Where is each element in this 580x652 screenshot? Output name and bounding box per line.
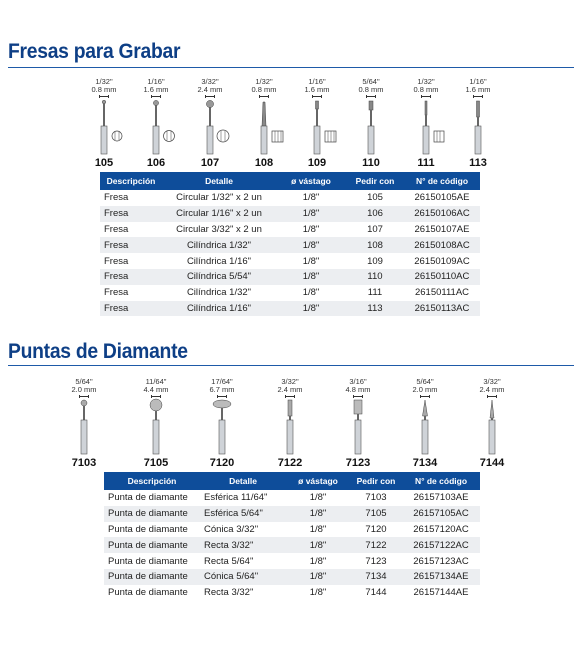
- table-cell: Fresa: [100, 301, 162, 317]
- table-cell: 26150110AC: [404, 269, 480, 285]
- column-header: Detalle: [162, 172, 276, 190]
- table-cell: Fresa: [100, 190, 162, 206]
- tool-size-mm: 0.8 mm: [91, 85, 117, 94]
- table-cell: 113: [346, 301, 404, 317]
- table-cell: 1/8": [286, 585, 350, 601]
- table-header-row: [104, 472, 480, 490]
- table-row: [100, 190, 480, 206]
- tool-size-inch: 1/32": [417, 77, 435, 86]
- tool-size-inch: 1/16": [469, 77, 487, 86]
- table-cell: 7122: [350, 537, 402, 553]
- tool-illustration-icon: [262, 398, 318, 456]
- tool-size-mm: 0.8 mm: [251, 85, 277, 94]
- tool-code: 7123: [345, 457, 371, 469]
- dimension-bracket-icon: [151, 395, 161, 398]
- table-cell: 26150111AC: [404, 285, 480, 301]
- tool-illustration-icon: [289, 98, 345, 156]
- tool-illustration-icon: [182, 98, 238, 156]
- table-cell: 26150108AC: [404, 237, 480, 253]
- table-cell: 26150106AC: [404, 206, 480, 222]
- tool-size-inch: 5/64": [362, 77, 380, 86]
- tool-size-inch: 3/32": [281, 377, 299, 386]
- table-cell: 26157134AE: [402, 569, 480, 585]
- table-header-row: [100, 172, 480, 190]
- dimension-bracket-icon: [420, 395, 430, 398]
- tool-size-mm: 0.8 mm: [413, 85, 439, 94]
- table-cell: Circular 1/16" x 2 un: [162, 206, 276, 222]
- column-header: ø vástago: [276, 172, 346, 190]
- table-cell: 109: [346, 253, 404, 269]
- table-row: [100, 237, 480, 253]
- table-cell: Circular 1/32" x 2 un: [162, 190, 276, 206]
- tool-size-inch: 17/64": [211, 377, 233, 386]
- tool-size-inch: 1/32": [95, 77, 113, 86]
- column-header: N° de código: [404, 172, 480, 190]
- column-header: ø vástago: [286, 472, 350, 490]
- tool-illustration-icon: [194, 398, 250, 456]
- table-row: [100, 285, 480, 301]
- table-cell: 26157120AC: [402, 522, 480, 538]
- table-row: [104, 585, 480, 601]
- puntas-spec-table: [104, 472, 480, 601]
- tool-code: 111: [417, 157, 435, 169]
- table-cell: Cilíndrica 1/16": [162, 253, 276, 269]
- table-cell: Punta de diamante: [104, 522, 200, 538]
- tool-size-mm: 1.6 mm: [143, 85, 169, 94]
- table-row: [100, 222, 480, 238]
- table-cell: 26150113AC: [404, 301, 480, 317]
- dimension-bracket-icon: [151, 95, 161, 98]
- table-cell: Fresa: [100, 269, 162, 285]
- tool-size-inch: 1/16": [147, 77, 165, 86]
- table-cell: Circular 3/32" x 2 un: [162, 222, 276, 238]
- tool-size-inch: 5/64": [416, 377, 434, 386]
- table-cell: 7103: [350, 490, 402, 506]
- tool-size-mm: 2.4 mm: [277, 385, 303, 394]
- tool-item: [182, 78, 238, 169]
- tool-code: 108: [254, 157, 274, 169]
- dimension-bracket-icon: [473, 95, 483, 98]
- tool-illustration-icon: [76, 98, 132, 156]
- tool-illustration-icon: [128, 98, 184, 156]
- tool-size-inch: 11/64": [145, 377, 167, 386]
- tool-item: [398, 78, 454, 169]
- tool-item: [76, 78, 132, 169]
- tool-code: 7122: [277, 457, 303, 469]
- table-cell: 26150107AE: [404, 222, 480, 238]
- fresas-spec-table: [100, 172, 480, 316]
- tool-size-mm: 2.4 mm: [479, 385, 505, 394]
- table-cell: 26157123AC: [402, 553, 480, 569]
- tool-illustration-icon: [236, 98, 292, 156]
- tool-size-mm: 0.8 mm: [358, 85, 384, 94]
- tool-illustration-icon: [56, 398, 112, 456]
- dimension-bracket-icon: [217, 395, 227, 398]
- tool-size-mm: 2.0 mm: [412, 385, 438, 394]
- table-cell: Cilíndrica 1/32": [162, 237, 276, 253]
- table-cell: Fresa: [100, 285, 162, 301]
- table-cell: Fresa: [100, 206, 162, 222]
- tool-code: 106: [146, 157, 166, 169]
- tool-illustration-icon: [128, 398, 184, 456]
- tool-item: [128, 378, 184, 469]
- table-cell: Punta de diamante: [104, 490, 200, 506]
- table-cell: Cónica 3/32": [200, 522, 286, 538]
- table-cell: 111: [346, 285, 404, 301]
- tool-code: 113: [469, 157, 487, 169]
- tool-code: 7134: [412, 457, 438, 469]
- table-row: [100, 253, 480, 269]
- table-cell: 1/8": [276, 285, 346, 301]
- table-cell: 7144: [350, 585, 402, 601]
- table-cell: 1/8": [286, 522, 350, 538]
- table-cell: 26150109AC: [404, 253, 480, 269]
- column-header: Detalle: [200, 472, 286, 490]
- table-cell: 1/8": [276, 269, 346, 285]
- table-cell: Recta 3/32": [200, 585, 286, 601]
- table-row: [100, 269, 480, 285]
- table-cell: Cilíndrica 5/54": [162, 269, 276, 285]
- tool-illustration-icon: [397, 398, 453, 456]
- table-cell: Fresa: [100, 222, 162, 238]
- column-header: Descripción: [104, 472, 200, 490]
- table-cell: 1/8": [276, 301, 346, 317]
- dimension-bracket-icon: [79, 395, 89, 398]
- tool-code: 7120: [209, 457, 235, 469]
- section-title-fresas: Fresas para Grabar: [8, 40, 181, 63]
- table-cell: 7105: [350, 506, 402, 522]
- column-header: Pedir con: [350, 472, 402, 490]
- table-cell: Recta 5/64": [200, 553, 286, 569]
- table-cell: 107: [346, 222, 404, 238]
- table-cell: 110: [346, 269, 404, 285]
- tool-item: [128, 78, 184, 169]
- table-cell: 108: [346, 237, 404, 253]
- tool-illustration-icon: [343, 98, 399, 156]
- tool-item: [343, 78, 399, 169]
- table-cell: 26157122AC: [402, 537, 480, 553]
- tool-item: [236, 78, 292, 169]
- tool-size-mm: 2.4 mm: [197, 85, 223, 94]
- table-cell: Punta de diamante: [104, 569, 200, 585]
- table-cell: 1/8": [286, 506, 350, 522]
- table-cell: 1/8": [276, 253, 346, 269]
- tool-item: [56, 378, 112, 469]
- table-cell: Punta de diamante: [104, 585, 200, 601]
- tool-size-inch: 3/32": [201, 77, 219, 86]
- table-cell: 1/8": [276, 237, 346, 253]
- tool-item: [450, 78, 506, 169]
- dimension-bracket-icon: [259, 95, 269, 98]
- dimension-bracket-icon: [353, 395, 363, 398]
- tool-size-mm: 1.6 mm: [465, 85, 491, 94]
- table-cell: 1/8": [286, 490, 350, 506]
- table-cell: Esférica 5/64": [200, 506, 286, 522]
- table-row: [100, 206, 480, 222]
- dimension-bracket-icon: [285, 395, 295, 398]
- table-cell: 7123: [350, 553, 402, 569]
- tool-illustration-icon: [450, 98, 506, 156]
- table-cell: 105: [346, 190, 404, 206]
- table-row: [100, 301, 480, 317]
- table-cell: Cilíndrica 1/16": [162, 301, 276, 317]
- dimension-bracket-icon: [366, 95, 376, 98]
- tool-size-inch: 1/16": [308, 77, 326, 86]
- table-cell: 7120: [350, 522, 402, 538]
- tool-illustration-icon: [464, 398, 520, 456]
- table-cell: 26157144AE: [402, 585, 480, 601]
- tool-size-mm: 2.0 mm: [71, 385, 97, 394]
- tool-item: [464, 378, 520, 469]
- table-cell: 7134: [350, 569, 402, 585]
- tool-illustration-icon: [330, 398, 386, 456]
- tool-item: [289, 78, 345, 169]
- tool-code: 107: [200, 157, 220, 169]
- dimension-bracket-icon: [487, 395, 497, 398]
- table-cell: Cónica 5/64": [200, 569, 286, 585]
- section-divider: [8, 67, 574, 68]
- table-cell: Punta de diamante: [104, 506, 200, 522]
- dimension-bracket-icon: [312, 95, 322, 98]
- table-cell: 26157105AC: [402, 506, 480, 522]
- tool-code: 7103: [71, 457, 97, 469]
- tool-size-inch: 3/32": [483, 377, 501, 386]
- table-row: [104, 522, 480, 538]
- column-header: Pedir con: [346, 172, 404, 190]
- tool-code: 7144: [479, 457, 505, 469]
- tool-illustration-icon: [398, 98, 454, 156]
- tool-item: [194, 378, 250, 469]
- tool-code: 7105: [143, 457, 169, 469]
- column-header: N° de código: [402, 472, 480, 490]
- tool-size-inch: 5/64": [75, 377, 93, 386]
- table-cell: Punta de diamante: [104, 537, 200, 553]
- tool-code: 109: [307, 157, 327, 169]
- tool-code: 110: [362, 157, 380, 169]
- table-cell: Recta 3/32": [200, 537, 286, 553]
- table-cell: Punta de diamante: [104, 553, 200, 569]
- dimension-bracket-icon: [99, 95, 109, 98]
- tool-item: [397, 378, 453, 469]
- table-row: [104, 506, 480, 522]
- tool-size-inch: 1/32": [255, 77, 273, 86]
- column-header: Descripción: [100, 172, 162, 190]
- tool-code: 105: [94, 157, 114, 169]
- tool-size-mm: 4.4 mm: [143, 385, 169, 394]
- dimension-bracket-icon: [421, 95, 431, 98]
- table-cell: Fresa: [100, 237, 162, 253]
- table-cell: 26150105AE: [404, 190, 480, 206]
- table-cell: Fresa: [100, 253, 162, 269]
- table-cell: 1/8": [276, 222, 346, 238]
- table-row: [104, 553, 480, 569]
- tool-size-mm: 6.7 mm: [209, 385, 235, 394]
- tool-size-inch: 3/16": [349, 377, 367, 386]
- table-cell: 1/8": [276, 206, 346, 222]
- dimension-bracket-icon: [205, 95, 215, 98]
- table-cell: 1/8": [276, 190, 346, 206]
- table-cell: 1/8": [286, 537, 350, 553]
- table-cell: 26157103AE: [402, 490, 480, 506]
- table-cell: Cilíndrica 1/32": [162, 285, 276, 301]
- table-cell: 1/8": [286, 553, 350, 569]
- table-row: [104, 569, 480, 585]
- tool-item: [262, 378, 318, 469]
- table-cell: 106: [346, 206, 404, 222]
- table-cell: 1/8": [286, 569, 350, 585]
- table-row: [104, 490, 480, 506]
- tool-size-mm: 4.8 mm: [345, 385, 371, 394]
- section-title-puntas: Puntas de Diamante: [8, 340, 188, 363]
- tool-size-mm: 1.6 mm: [304, 85, 330, 94]
- table-cell: Esférica 11/64": [200, 490, 286, 506]
- table-row: [104, 537, 480, 553]
- section-divider: [8, 365, 574, 366]
- tool-item: [330, 378, 386, 469]
